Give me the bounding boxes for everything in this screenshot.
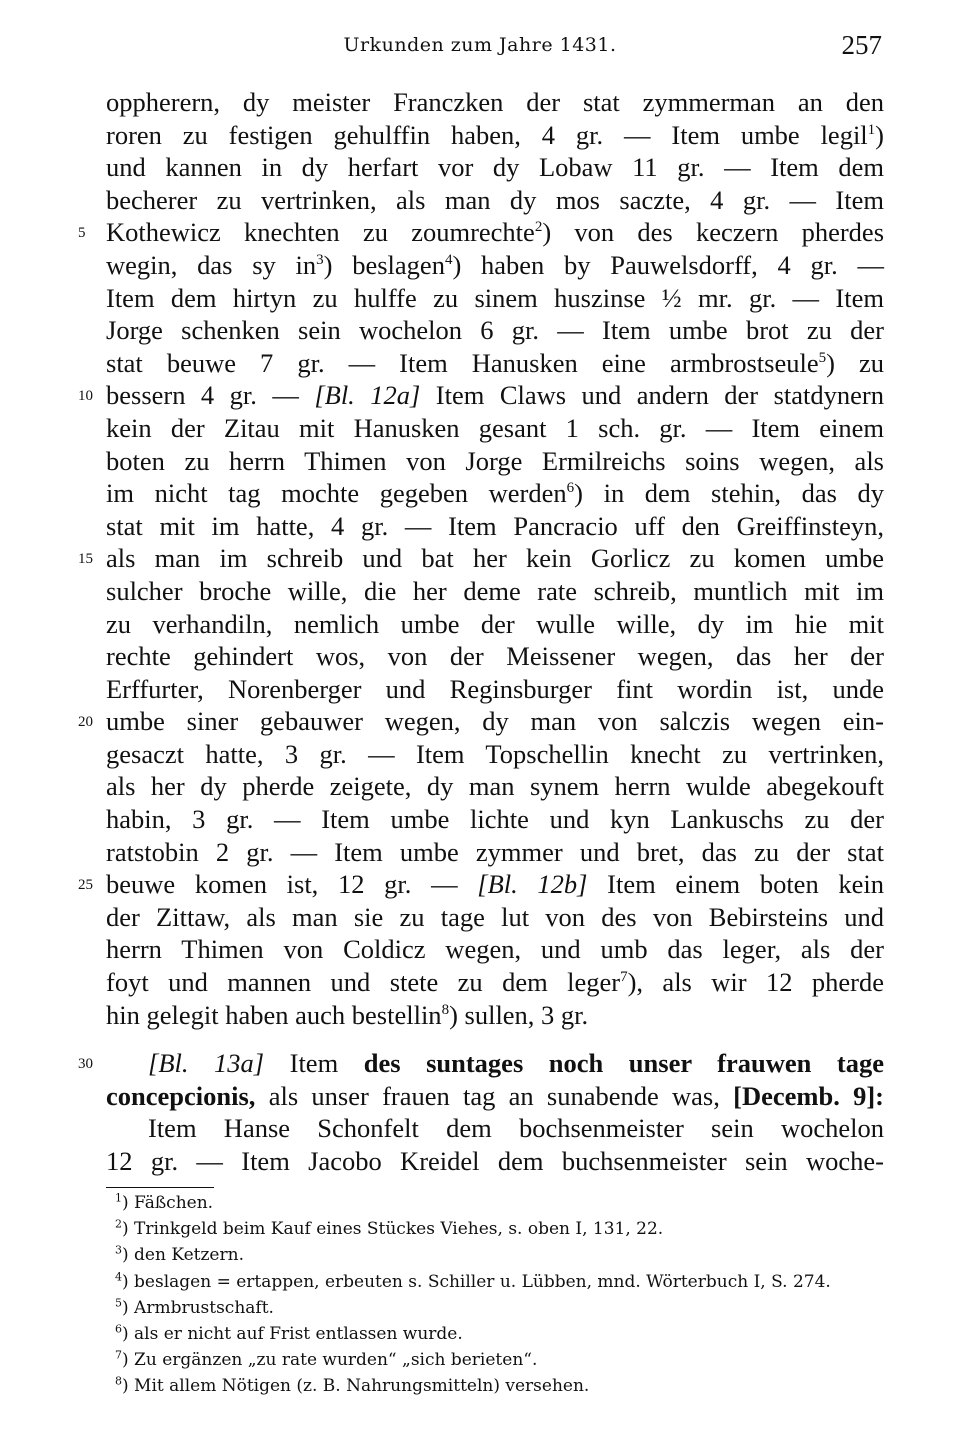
main-text xyxy=(78,86,885,1178)
text-segment: Erffurter, Norenberger und Reginsburger fint wordin ist, unde xyxy=(106,673,884,704)
text-segment: Item Claws und andern der statdynern xyxy=(420,380,884,411)
text-line xyxy=(106,249,884,282)
text-line xyxy=(106,412,884,445)
text-segment: zu verhandiln, nemlich umbe der wulle wille, dy im hie mit xyxy=(106,608,884,639)
page-number: 257 xyxy=(841,30,882,60)
text-line xyxy=(106,151,884,184)
text-line xyxy=(106,901,884,934)
line-number: 10 xyxy=(78,388,93,405)
footnote-paren: ) xyxy=(122,1297,135,1318)
running-head: Urkunden zum Jahre 1431. xyxy=(343,34,617,56)
footnote-ref: 3 xyxy=(316,252,324,269)
footnote-number: 4 xyxy=(115,1269,122,1283)
folio-ref: [Bl. 12a] xyxy=(314,380,421,411)
text-line xyxy=(106,640,884,673)
text-line xyxy=(106,803,884,836)
footnote-text: beslagen = ertappen, erbeuten s. Schiller u. Lübben, mnd. Wörterbuch I, S. 274. xyxy=(134,1271,831,1292)
footnote-ref: 2 xyxy=(534,219,543,236)
footnote-paren: ) xyxy=(122,1271,135,1292)
text-line xyxy=(78,542,884,575)
footnote-ref: 1 xyxy=(867,121,876,138)
text-segment: stat beuwe 7 gr. — Item Hanusken eine armbrostseule xyxy=(106,347,819,378)
line-number: 15 xyxy=(78,551,93,568)
footnote-ref: 7 xyxy=(620,969,628,986)
text-segment: im nicht tag mochte gegeben werden xyxy=(106,478,567,509)
footnote-ref: 8 xyxy=(441,1001,450,1018)
text-segment: boten zu herrn Thimen von Jorge Ermilreichs soins wegen, als xyxy=(106,445,884,476)
footnote-number: 5 xyxy=(115,1296,122,1310)
footnote-paren: ) xyxy=(122,1376,135,1397)
text-segment: becherer zu vertrinken, als man dy mos saczte, 4 gr. — Item xyxy=(106,184,884,215)
text-segment: umbe siner gebauwer wegen, dy man von salczis wegen ein- xyxy=(106,706,884,737)
text-line xyxy=(106,673,884,706)
text-line xyxy=(106,575,884,608)
line-number: 30 xyxy=(78,1056,93,1073)
footnote-ref: 6 xyxy=(566,480,575,497)
text-line xyxy=(106,445,884,478)
text-line xyxy=(106,836,884,869)
text-line xyxy=(78,705,884,738)
text-segment: Item dem hirtyn zu hulffe zu sinem huszinse ½ mr. gr. — Item xyxy=(106,282,884,313)
footnote-number: 1 xyxy=(115,1191,122,1205)
text-line xyxy=(106,184,884,217)
footnote xyxy=(115,1373,895,1399)
text-segment: habin, 3 gr. — Item umbe lichte und kyn Lankuschs zu der xyxy=(106,804,884,835)
footnote xyxy=(115,1321,895,1347)
footnote xyxy=(115,1190,895,1216)
text-line xyxy=(106,1112,884,1145)
footnote-text: Fäßchen. xyxy=(134,1193,214,1213)
page-header xyxy=(0,30,960,70)
text-segment: ratstobin 2 gr. — Item umbe zymmer und bret, das zu der stat xyxy=(106,836,884,867)
text-line xyxy=(78,216,885,249)
text-segment: ), als wir 12 pherde xyxy=(627,967,885,998)
folio-ref: [Bl. 12b] xyxy=(477,869,588,900)
footnote-paren: ) xyxy=(122,1193,135,1213)
text-segment: als man im schreib und bat her kein Gorlicz zu komen umbe xyxy=(106,543,884,574)
text-segment: gesaczt hatte, 3 gr. — Item Topschellin knecht zu vertrinken, xyxy=(106,738,884,769)
text-line xyxy=(106,770,884,803)
text-line xyxy=(106,282,884,315)
text-line xyxy=(106,1080,884,1113)
text-segment: Item Hanse Schonfelt dem bochsenmeister sein wochelon xyxy=(148,1113,884,1144)
footnote-ref: 4 xyxy=(444,252,453,269)
footnote-text: Trinkgeld beim Kauf eines Stückes Viehes, s. oben I, 131, 22. xyxy=(134,1219,664,1240)
text-segment: sulcher broche wille, die her deme rate schreib, muntlich mit im xyxy=(106,575,884,606)
text-segment: hin gelegit haben auch bestellin xyxy=(106,999,442,1030)
footnote xyxy=(115,1295,895,1321)
footnote-text: Armbrustschaft. xyxy=(134,1297,274,1318)
folio-ref: [Bl. 13a] xyxy=(148,1048,265,1079)
footnote-number: 6 xyxy=(115,1322,122,1336)
text-line xyxy=(106,933,884,966)
text-line xyxy=(78,379,884,412)
text-line xyxy=(78,1047,884,1080)
text-segment: ) haben by Pauwelsdorff, 4 gr. — xyxy=(452,249,885,280)
text-segment: Kothewicz knechten zu zoumrechte xyxy=(106,217,535,248)
footnote-paren: ) xyxy=(122,1350,135,1371)
text-segment: als her dy pherde zeigete, dy man synem herrn wulde abegekouft xyxy=(106,771,884,802)
footnote-number: 3 xyxy=(115,1243,122,1257)
footnote-paren: ) xyxy=(122,1245,135,1266)
text-segment: Item einem boten kein xyxy=(587,869,884,900)
footnote xyxy=(115,1347,895,1373)
text-line xyxy=(106,738,884,771)
text-segment: bessern 4 gr. — xyxy=(106,380,315,411)
text-line xyxy=(106,510,884,543)
footnote-number: 2 xyxy=(115,1217,122,1231)
text-line xyxy=(106,314,884,347)
text-segment: beuwe komen ist, 12 gr. — xyxy=(106,869,478,900)
text-line xyxy=(106,966,884,999)
footnote-text: Mit allem Nötigen (z. B. Nahrungsmitteln) versehen. xyxy=(134,1376,590,1397)
text-segment: Item xyxy=(264,1048,364,1079)
text-line xyxy=(106,86,884,119)
text-segment: ) sullen, 3 gr. xyxy=(449,999,589,1030)
footnote-number: 7 xyxy=(115,1348,122,1362)
line-number: 25 xyxy=(78,877,93,894)
text-segment: der Zittaw, als man sie zu tage lut von des von Bebirsteins und xyxy=(106,901,884,932)
text-segment: ) beslagen xyxy=(323,249,445,280)
text-line xyxy=(106,347,884,380)
paragraph-gap xyxy=(106,1031,884,1047)
footnote xyxy=(115,1242,895,1268)
text-segment: herrn Thimen von Coldicz wegen, und umb das leger, als der xyxy=(106,934,884,965)
footnote-divider xyxy=(106,1187,214,1188)
footnote-text: als er nicht auf Frist entlassen wurde. xyxy=(134,1323,463,1344)
text-line xyxy=(106,477,884,510)
footnote-number: 8 xyxy=(115,1374,122,1388)
text-line xyxy=(106,119,884,152)
footnotes xyxy=(115,1190,895,1400)
footnote xyxy=(115,1216,895,1242)
text-segment: roren zu festigen gehulffin haben, 4 gr. — Item umbe legil xyxy=(106,119,868,150)
text-segment: rechte gehindert wos, von der Meissener wegen, das her der xyxy=(106,641,884,672)
text-segment: wegin, das sy in xyxy=(106,249,317,280)
bold-text: des suntages noch unser frauwen tage xyxy=(363,1048,884,1079)
footnote-ref: 5 xyxy=(818,349,827,366)
text-segment: ) von des keczern pherdes xyxy=(542,217,885,248)
footnote xyxy=(115,1269,895,1295)
text-segment: Jorge schenken sein wochelon 6 gr. — Item umbe brot zu der xyxy=(106,315,884,346)
text-segment: stat mit im hatte, 4 gr. — Item Pancracio uff den Greiffinsteyn, xyxy=(106,510,884,541)
text-segment: ) xyxy=(875,119,884,150)
bold-text: concepcionis, xyxy=(106,1080,256,1111)
text-segment: ) in dem stehin, das dy xyxy=(574,478,885,509)
text-line xyxy=(106,999,884,1032)
footnote-paren: ) xyxy=(122,1219,135,1240)
footnote-text: Zu ergänzen „zu rate wurden“ „sich berieten“. xyxy=(134,1350,538,1371)
text-segment: und kannen in dy herfart vor dy Lobaw 11 gr. — Item dem xyxy=(106,152,884,183)
text-segment: kein der Zitau mit Hanusken gesant 1 sch. gr. — Item einem xyxy=(106,412,884,443)
text-line xyxy=(106,608,884,641)
line-number: 20 xyxy=(78,714,93,731)
footnote-paren: ) xyxy=(122,1323,135,1344)
text-segment: foyt und mannen und stete zu dem leger xyxy=(106,967,621,998)
text-segment: ) zu xyxy=(826,347,884,378)
text-line xyxy=(78,868,884,901)
text-line xyxy=(106,1145,884,1178)
line-number: 5 xyxy=(78,225,86,242)
text-segment: als unser frauen tag an sunabende was, xyxy=(255,1080,734,1111)
text-segment: 12 gr. — Item Jacobo Kreidel dem buchsenmeister sein woche- xyxy=(106,1146,884,1176)
text-segment: oppherern, dy meister Franczken der stat zymmerman an den xyxy=(106,87,884,117)
footnote-text: den Ketzern. xyxy=(134,1245,244,1266)
bold-text: [Decemb. 9]: xyxy=(733,1080,884,1111)
